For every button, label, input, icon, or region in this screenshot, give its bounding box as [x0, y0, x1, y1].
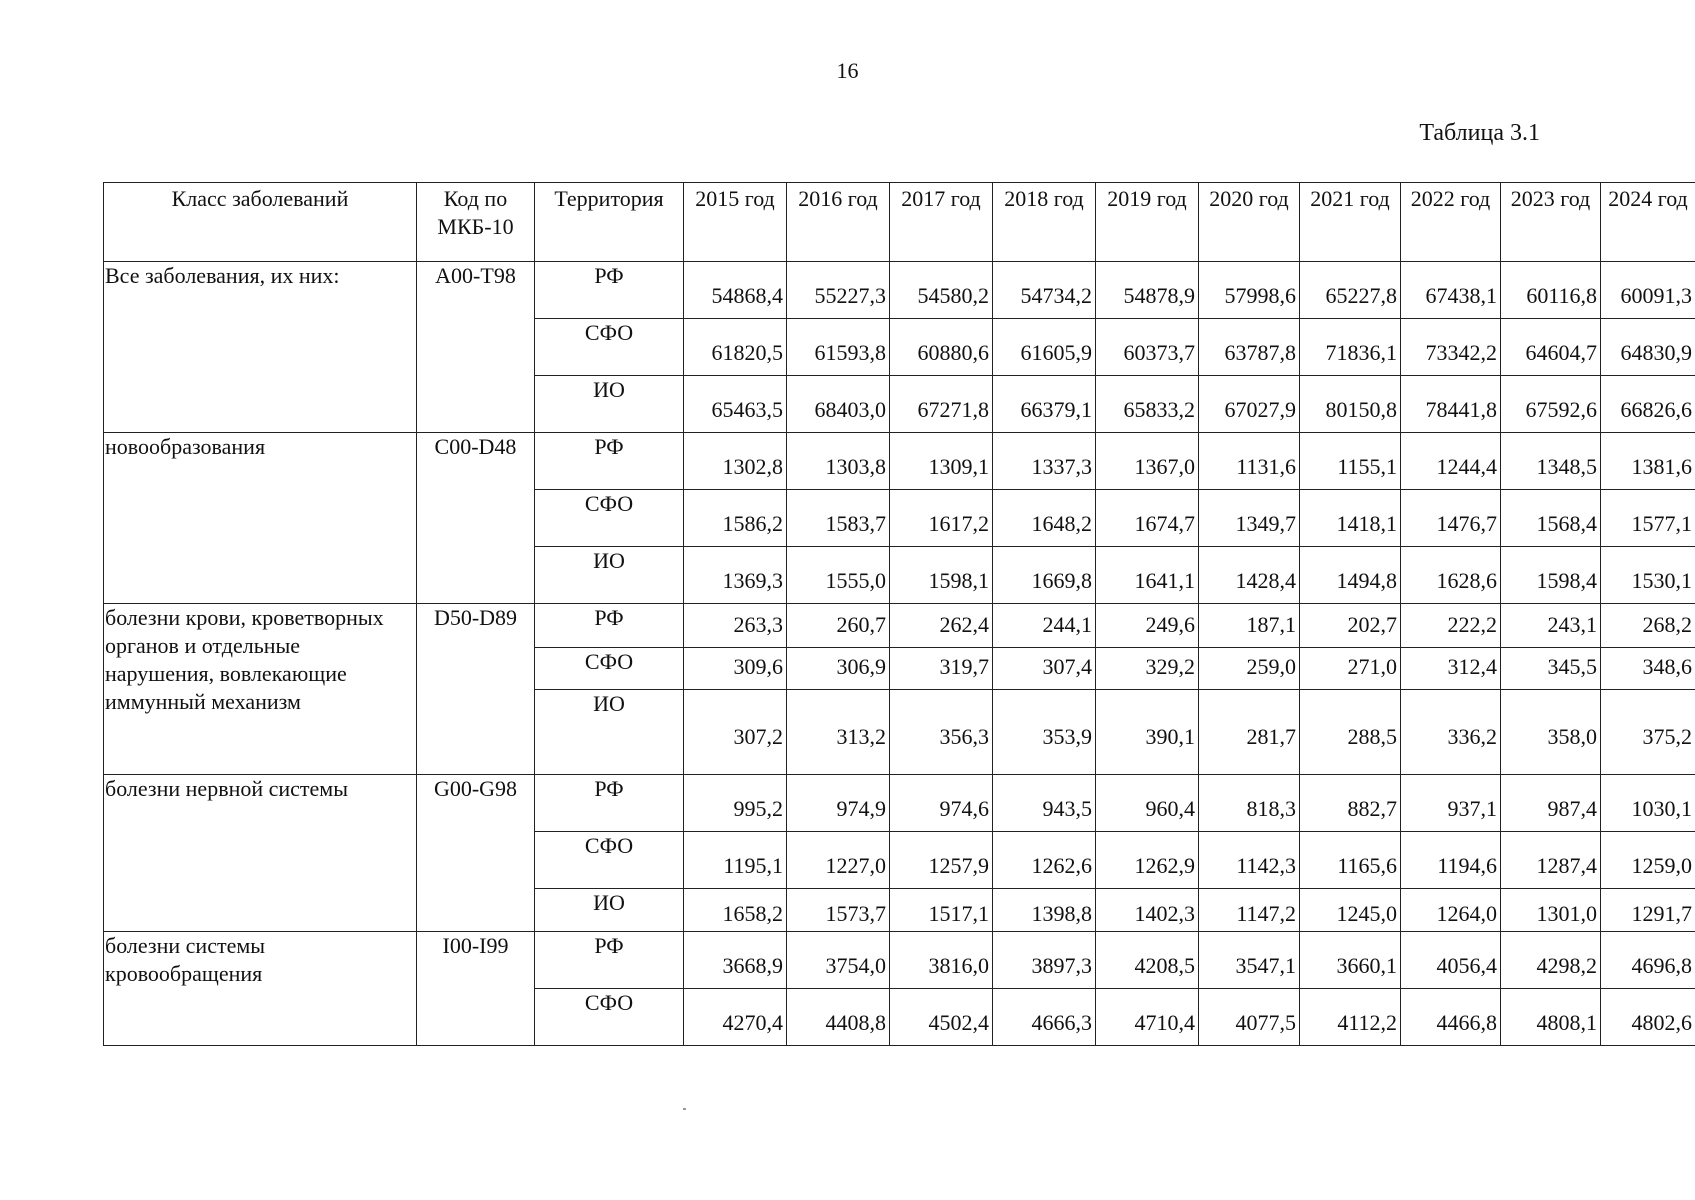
- value-cell: 356,3: [890, 690, 993, 775]
- value-cell: 1598,1: [890, 547, 993, 604]
- header-class: Класс заболеваний: [104, 183, 417, 262]
- value-cell: 66379,1: [993, 376, 1096, 433]
- value-cell: 336,2: [1401, 690, 1501, 775]
- value-cell: 1669,8: [993, 547, 1096, 604]
- value-cell: 329,2: [1096, 648, 1199, 690]
- table-row: [104, 932, 1695, 989]
- value-cell: 3897,3: [993, 932, 1096, 989]
- morbidity-table: [103, 182, 1695, 1046]
- value-cell: 4710,4: [1096, 989, 1199, 1046]
- value-cell: 1245,0: [1300, 889, 1401, 932]
- value-cell: 67027,9: [1199, 376, 1300, 433]
- value-cell: 1367,0: [1096, 433, 1199, 490]
- territory: СФО: [535, 648, 684, 690]
- value-cell: 1617,2: [890, 490, 993, 547]
- icd-code: G00-G98: [417, 775, 535, 932]
- header-year: 2017 год: [890, 183, 993, 262]
- value-cell: 60091,3: [1601, 262, 1695, 319]
- value-cell: 1583,7: [787, 490, 890, 547]
- value-cell: 66826,6: [1601, 376, 1695, 433]
- value-cell: 1302,8: [684, 433, 787, 490]
- value-cell: 80150,8: [1300, 376, 1401, 433]
- disease-class: болезни системы кровообращения: [104, 932, 417, 1046]
- value-cell: 262,4: [890, 604, 993, 648]
- value-cell: 4808,1: [1501, 989, 1601, 1046]
- header-year: 2021 год: [1300, 183, 1401, 262]
- value-cell: 1287,4: [1501, 832, 1601, 889]
- value-cell: 1142,3: [1199, 832, 1300, 889]
- value-cell: 1398,8: [993, 889, 1096, 932]
- value-cell: 1131,6: [1199, 433, 1300, 490]
- value-cell: 307,2: [684, 690, 787, 775]
- value-cell: 4208,5: [1096, 932, 1199, 989]
- icd-code: C00-D48: [417, 433, 535, 604]
- disease-class: новообразования: [104, 433, 417, 604]
- value-cell: 306,9: [787, 648, 890, 690]
- value-cell: 1568,4: [1501, 490, 1601, 547]
- value-cell: 4077,5: [1199, 989, 1300, 1046]
- value-cell: 1155,1: [1300, 433, 1401, 490]
- value-cell: 288,5: [1300, 690, 1401, 775]
- value-cell: 71836,1: [1300, 319, 1401, 376]
- value-cell: 307,4: [993, 648, 1096, 690]
- value-cell: 1494,8: [1300, 547, 1401, 604]
- value-cell: 995,2: [684, 775, 787, 832]
- territory: ИО: [535, 889, 684, 932]
- value-cell: 3547,1: [1199, 932, 1300, 989]
- value-cell: 3816,0: [890, 932, 993, 989]
- disease-class: болезни нервной системы: [104, 775, 417, 932]
- value-cell: 65463,5: [684, 376, 787, 433]
- territory: РФ: [535, 932, 684, 989]
- value-cell: 1577,1: [1601, 490, 1695, 547]
- value-cell: 1555,0: [787, 547, 890, 604]
- value-cell: 309,6: [684, 648, 787, 690]
- value-cell: 73342,2: [1401, 319, 1501, 376]
- value-cell: 1264,0: [1401, 889, 1501, 932]
- value-cell: 244,1: [993, 604, 1096, 648]
- value-cell: 1257,9: [890, 832, 993, 889]
- territory: РФ: [535, 775, 684, 832]
- value-cell: 4408,8: [787, 989, 890, 1046]
- territory: СФО: [535, 832, 684, 889]
- value-cell: 4270,4: [684, 989, 787, 1046]
- value-cell: 1301,0: [1501, 889, 1601, 932]
- territory: РФ: [535, 433, 684, 490]
- header-territory: Территория: [535, 183, 684, 262]
- value-cell: 60373,7: [1096, 319, 1199, 376]
- value-cell: 348,6: [1601, 648, 1695, 690]
- header-code: Код по МКБ-10: [417, 183, 535, 262]
- value-cell: 1227,0: [787, 832, 890, 889]
- value-cell: 61605,9: [993, 319, 1096, 376]
- value-cell: 1586,2: [684, 490, 787, 547]
- value-cell: 960,4: [1096, 775, 1199, 832]
- territory: ИО: [535, 690, 684, 775]
- value-cell: 937,1: [1401, 775, 1501, 832]
- value-cell: 1194,6: [1401, 832, 1501, 889]
- value-cell: 63787,8: [1199, 319, 1300, 376]
- value-cell: 243,1: [1501, 604, 1601, 648]
- header-year: 2015 год: [684, 183, 787, 262]
- value-cell: 1259,0: [1601, 832, 1695, 889]
- value-cell: 313,2: [787, 690, 890, 775]
- value-cell: 1476,7: [1401, 490, 1501, 547]
- value-cell: 987,4: [1501, 775, 1601, 832]
- value-cell: 271,0: [1300, 648, 1401, 690]
- value-cell: 60116,8: [1501, 262, 1601, 319]
- value-cell: 1349,7: [1199, 490, 1300, 547]
- territory: РФ: [535, 604, 684, 648]
- value-cell: 1517,1: [890, 889, 993, 932]
- header-year: 2022 год: [1401, 183, 1501, 262]
- value-cell: 3754,0: [787, 932, 890, 989]
- icd-code: D50-D89: [417, 604, 535, 775]
- header-year: 2018 год: [993, 183, 1096, 262]
- value-cell: 1309,1: [890, 433, 993, 490]
- value-cell: 3660,1: [1300, 932, 1401, 989]
- territory: СФО: [535, 989, 684, 1046]
- value-cell: 1030,1: [1601, 775, 1695, 832]
- value-cell: 1641,1: [1096, 547, 1199, 604]
- header-year: 2024 год: [1601, 183, 1695, 262]
- value-cell: 1530,1: [1601, 547, 1695, 604]
- value-cell: 1291,7: [1601, 889, 1695, 932]
- value-cell: 60880,6: [890, 319, 993, 376]
- value-cell: 1428,4: [1199, 547, 1300, 604]
- value-cell: 1628,6: [1401, 547, 1501, 604]
- value-cell: 4112,2: [1300, 989, 1401, 1046]
- value-cell: 4666,3: [993, 989, 1096, 1046]
- value-cell: 1648,2: [993, 490, 1096, 547]
- value-cell: 4696,8: [1601, 932, 1695, 989]
- table-row: [104, 604, 1695, 648]
- value-cell: 4298,2: [1501, 932, 1601, 989]
- territory: ИО: [535, 376, 684, 433]
- value-cell: 65833,2: [1096, 376, 1199, 433]
- value-cell: 312,4: [1401, 648, 1501, 690]
- value-cell: 375,2: [1601, 690, 1695, 775]
- scan-speck: [683, 1108, 686, 1110]
- territory: СФО: [535, 319, 684, 376]
- value-cell: 57998,6: [1199, 262, 1300, 319]
- value-cell: 78441,8: [1401, 376, 1501, 433]
- value-cell: 1381,6: [1601, 433, 1695, 490]
- value-cell: 1348,5: [1501, 433, 1601, 490]
- table-row: [104, 775, 1695, 832]
- value-cell: 54868,4: [684, 262, 787, 319]
- value-cell: 4466,8: [1401, 989, 1501, 1046]
- icd-code: A00-T98: [417, 262, 535, 433]
- value-cell: 390,1: [1096, 690, 1199, 775]
- value-cell: 1195,1: [684, 832, 787, 889]
- value-cell: 353,9: [993, 690, 1096, 775]
- value-cell: 64830,9: [1601, 319, 1695, 376]
- header-row: [104, 183, 1695, 262]
- value-cell: 65227,8: [1300, 262, 1401, 319]
- value-cell: 268,2: [1601, 604, 1695, 648]
- value-cell: 187,1: [1199, 604, 1300, 648]
- value-cell: 974,9: [787, 775, 890, 832]
- value-cell: 1573,7: [787, 889, 890, 932]
- value-cell: 67438,1: [1401, 262, 1501, 319]
- value-cell: 281,7: [1199, 690, 1300, 775]
- value-cell: 1337,3: [993, 433, 1096, 490]
- value-cell: 1244,4: [1401, 433, 1501, 490]
- value-cell: 1658,2: [684, 889, 787, 932]
- value-cell: 55227,3: [787, 262, 890, 319]
- value-cell: 882,7: [1300, 775, 1401, 832]
- table-row: [104, 262, 1695, 319]
- value-cell: 64604,7: [1501, 319, 1601, 376]
- value-cell: 54734,2: [993, 262, 1096, 319]
- value-cell: 818,3: [1199, 775, 1300, 832]
- value-cell: 319,7: [890, 648, 993, 690]
- value-cell: 1303,8: [787, 433, 890, 490]
- header-year: 2023 год: [1501, 183, 1601, 262]
- disease-class: болезни крови, кроветворных органов и отдельные нарушения, вовлекающие иммунный механизм: [104, 604, 417, 775]
- disease-class: Все заболевания, их них:: [104, 262, 417, 433]
- table-row: [104, 433, 1695, 490]
- value-cell: 3668,9: [684, 932, 787, 989]
- value-cell: 974,6: [890, 775, 993, 832]
- value-cell: 202,7: [1300, 604, 1401, 648]
- value-cell: 260,7: [787, 604, 890, 648]
- territory: ИО: [535, 547, 684, 604]
- value-cell: 1262,6: [993, 832, 1096, 889]
- header-year: 2019 год: [1096, 183, 1199, 262]
- value-cell: 1369,3: [684, 547, 787, 604]
- value-cell: 1418,1: [1300, 490, 1401, 547]
- value-cell: 4502,4: [890, 989, 993, 1046]
- value-cell: 1402,3: [1096, 889, 1199, 932]
- value-cell: 263,3: [684, 604, 787, 648]
- value-cell: 68403,0: [787, 376, 890, 433]
- value-cell: 222,2: [1401, 604, 1501, 648]
- value-cell: 61593,8: [787, 319, 890, 376]
- value-cell: 54878,9: [1096, 262, 1199, 319]
- value-cell: 4056,4: [1401, 932, 1501, 989]
- territory: СФО: [535, 490, 684, 547]
- header-year: 2016 год: [787, 183, 890, 262]
- value-cell: 1147,2: [1199, 889, 1300, 932]
- value-cell: 1165,6: [1300, 832, 1401, 889]
- value-cell: 61820,5: [684, 319, 787, 376]
- value-cell: 943,5: [993, 775, 1096, 832]
- value-cell: 54580,2: [890, 262, 993, 319]
- value-cell: 1598,4: [1501, 547, 1601, 604]
- territory: РФ: [535, 262, 684, 319]
- value-cell: 1674,7: [1096, 490, 1199, 547]
- icd-code: I00-I99: [417, 932, 535, 1046]
- value-cell: 67592,6: [1501, 376, 1601, 433]
- value-cell: 4802,6: [1601, 989, 1695, 1046]
- header-year: 2020 год: [1199, 183, 1300, 262]
- table-caption: Таблица 3.1: [1419, 120, 1540, 146]
- value-cell: 67271,8: [890, 376, 993, 433]
- page-number: 16: [836, 58, 859, 83]
- value-cell: 345,5: [1501, 648, 1601, 690]
- value-cell: 1262,9: [1096, 832, 1199, 889]
- value-cell: 358,0: [1501, 690, 1601, 775]
- value-cell: 259,0: [1199, 648, 1300, 690]
- value-cell: 249,6: [1096, 604, 1199, 648]
